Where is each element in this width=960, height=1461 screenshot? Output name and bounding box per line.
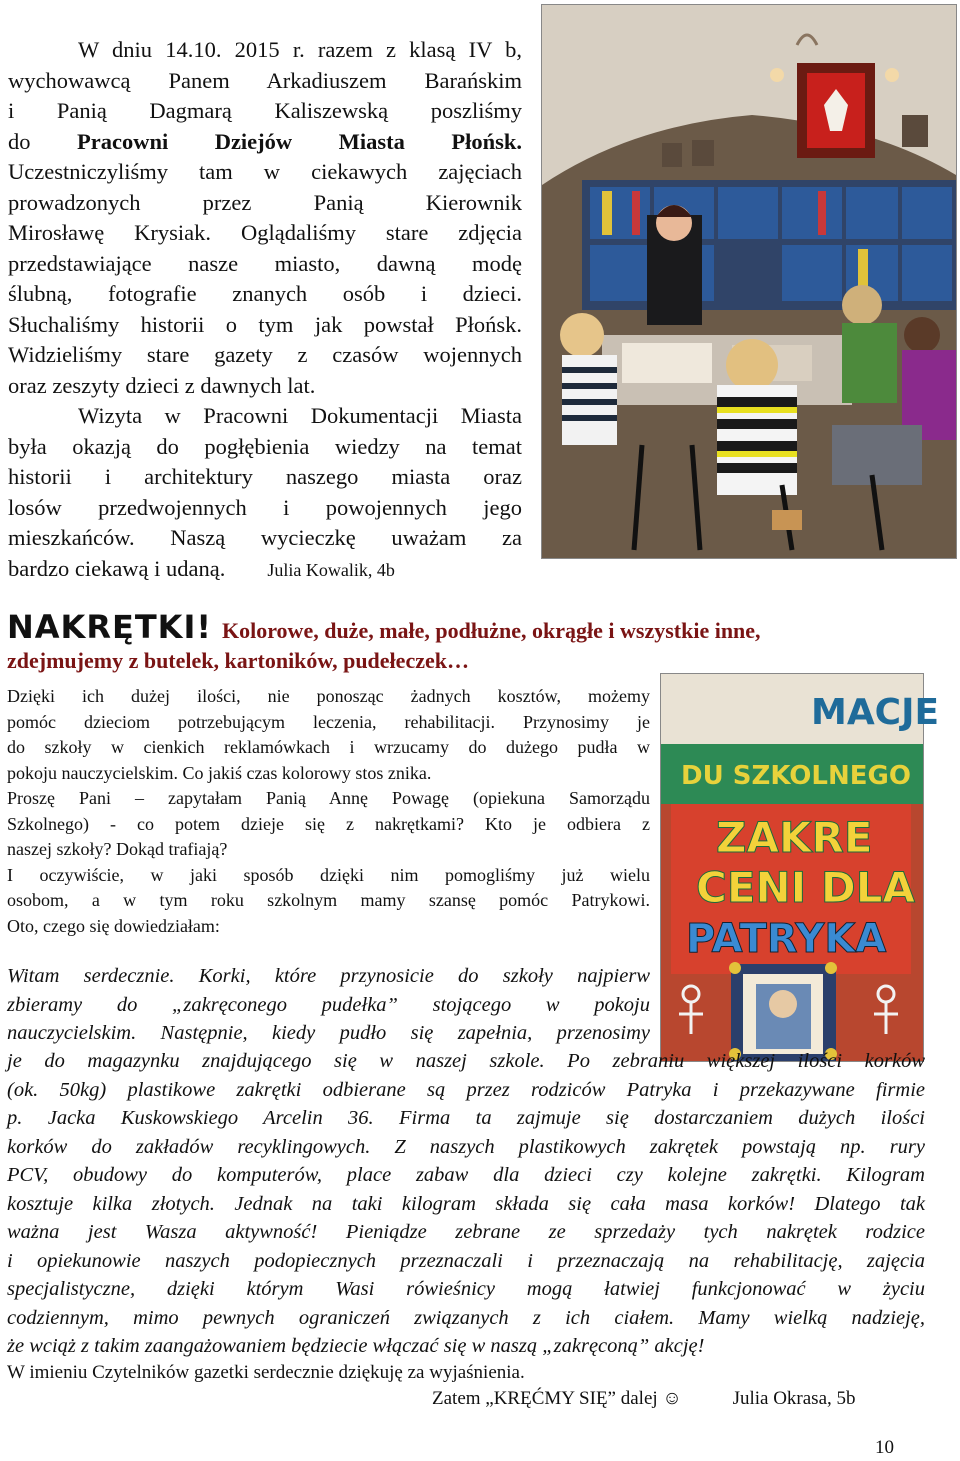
thanks-line: W imieniu Czytelników gazetki serdecznie dziękuję za wyjaśnienia. <box>7 1362 525 1383</box>
answer-text-wide <box>7 1047 925 1361</box>
author-signature: Julia Kowalik, 4b <box>267 559 395 580</box>
text-line: specjalistyczne, dzięki którym Wasi rówieśnicy mogą łatwiej funkcjonować w życiu <box>7 1278 925 1300</box>
poster-text-line3: PATRYKA <box>686 916 887 962</box>
article2-headline <box>7 608 937 676</box>
text-line: do Pracowni Dziejów Miasta Płońsk. <box>8 128 522 154</box>
text-line: i opiekunowie naszych podopiecznych przeznaczali i przeznaczają na rehabilitację, zajęcia <box>7 1249 925 1272</box>
text-line: była okazją do pogłębienia wiedzy na temat <box>8 433 522 459</box>
closing-text: Zatem „KRĘĆMY SIĘ” dalej ☺ <box>432 1388 682 1409</box>
poster-photo <box>660 673 940 1062</box>
text-line: kosztuje kilka złotych. Jednak na taki kilogram składa się cała masa korków! Dlatego tak <box>7 1192 925 1215</box>
poster-text-top: MACJE <box>811 692 940 733</box>
article1-text <box>8 35 522 585</box>
text-line: codziennym, mimo pewnych ograniczeń związanych z ich ciałem. Mamy wielką nadzieję, <box>7 1306 925 1329</box>
text-line: wychowawcą Panem Arkadiuszem Barańskim <box>8 67 522 93</box>
text-line: zbieramy do „zakręconego pudełka” stojącego w pokoju <box>7 993 650 1016</box>
text-line <box>8 554 522 586</box>
poster-text-du: DU SZKOLNEGO <box>681 761 911 791</box>
text-line: Wizyta w Pracowni Dokumentacji Miasta <box>78 403 522 428</box>
text-line: (ok. 50kg) plastikowe zakrętki odbierane są przez rodziców Patryka i przekazywane firmie <box>7 1078 925 1101</box>
poster-text-line2: CENI DLA <box>696 863 916 912</box>
headline-line: zdejmujemy z butelek, kartoników, pudełeczek… <box>7 648 469 673</box>
text-line: je do magazynku znajdującego się w naszej szkole. Po zebraniu większej ilości korków <box>7 1050 925 1072</box>
text-line: Mirosławę Krysiak. Oglądaliśmy stare zdjęcia <box>8 220 522 245</box>
text-line: pomóc dzieciom potrzebującym leczenia, rehabilitacji. Przynosimy je <box>7 711 650 732</box>
text-line: W dniu 14.10. 2015 r. razem z klasą IV b, <box>78 37 522 62</box>
text-line: Widzieliśmy stare gazety z czasów wojennych <box>8 342 522 367</box>
text-line: do szkoły w cienkich reklamówkach i wrzucamy do dużego pudła w <box>7 737 650 757</box>
text-line: pokoju nauczycielskim. Co jakiś czas kolorowy stos znika. <box>7 762 432 783</box>
text-line: ślubną, fotografie znanych osób i dzieci. <box>8 281 522 306</box>
classroom-photo <box>541 4 957 559</box>
place-name: Pracowni Dziejów Miasta Płońsk. <box>76 128 522 154</box>
text-line: Witam serdecznie. Korki, które przynosicie do szkoły najpierw <box>7 965 650 987</box>
text-line: osobom, a w tym roku szkolnym mamy szansę pomóc Patrykowi. <box>7 890 650 910</box>
text-line: prowadzonych przez Panią Kierownik <box>8 189 522 215</box>
author-signature: Julia Okrasa, 5b <box>732 1388 856 1409</box>
headline-title: NAKRĘTKI! <box>7 608 212 646</box>
text-line: Dzięki ich dużej ilości, nie ponosząc żadnych kosztów, możemy <box>7 686 650 706</box>
page-number: 10 <box>875 1437 894 1458</box>
answer-text-narrow <box>7 962 650 1048</box>
text-line: przedstawiające nasze miasto, dawną modę <box>8 250 522 276</box>
text-line: Uczestniczyliśmy tam w ciekawych zajęciach <box>8 159 522 184</box>
text-line: Proszę Pani – zapytałam Panią Annę Powagę (opiekuna Samorządu <box>7 788 650 808</box>
text-line: Słuchaliśmy historii o tym jak powstał Płońsk. <box>8 311 522 337</box>
text-line: losów przedwojennych i powojennych jego <box>8 494 522 520</box>
text-line: i Panią Dagmarą Kaliszewską poszliśmy <box>8 98 522 123</box>
text-line: oraz zeszyty dzieci z dawnych lat. <box>8 372 316 398</box>
headline-subtitle: Kolorowe, duże, małe, podłużne, okrągłe i wszystkie inne, <box>221 618 761 643</box>
text-line: PCV, obudowy do komputerów, place zabaw dla dzieci czy kolejne zakrętki. Kilogram <box>7 1164 925 1186</box>
text-line: że wciąż z takim zaangażowaniem będziecie włączać się w naszą „zakręconą” akcję! <box>7 1335 705 1357</box>
poster-text-line1: ZAKRE <box>716 813 873 862</box>
text-line: naszej szkoły? Dokąd trafiają? <box>7 839 228 859</box>
text-line: Szkolnego) - co potem dzieje się z nakrętkami? Kto je odbiera z <box>7 813 650 834</box>
closing-line <box>432 1388 856 1410</box>
text-line: p. Jacka Kuskowskiego Arcelin 36. Firma ta zajmuje się dostarczaniem dużych ilości <box>7 1107 925 1129</box>
text-line: Oto, czego się dowiedziałam: <box>7 915 220 936</box>
text-line: nauczycielskim. Następnie, kiedy pudło się zapełnia, przenosimy <box>7 1022 650 1044</box>
text-line: korków do zakładów recyklingowych. Z naszych plastikowych zakrętek powstają np. rury <box>7 1135 925 1158</box>
headline-line <box>7 608 937 646</box>
text-line: historii i architektury naszego miasta oraz <box>8 464 522 489</box>
text-line: I oczywiście, w jaki sposób dzięki nim pomogliśmy już wielu <box>7 864 650 885</box>
article2-body <box>7 684 650 939</box>
text-line: ważna jest Wasza aktywność! Pieniądze zebrane ze sprzedaży tych nakrętek rodzice <box>7 1221 925 1243</box>
text-line: mieszkańców. Naszą wycieczkę uważam za <box>8 525 522 550</box>
text-fragment: bardzo ciekawą i udaną. <box>8 555 226 581</box>
